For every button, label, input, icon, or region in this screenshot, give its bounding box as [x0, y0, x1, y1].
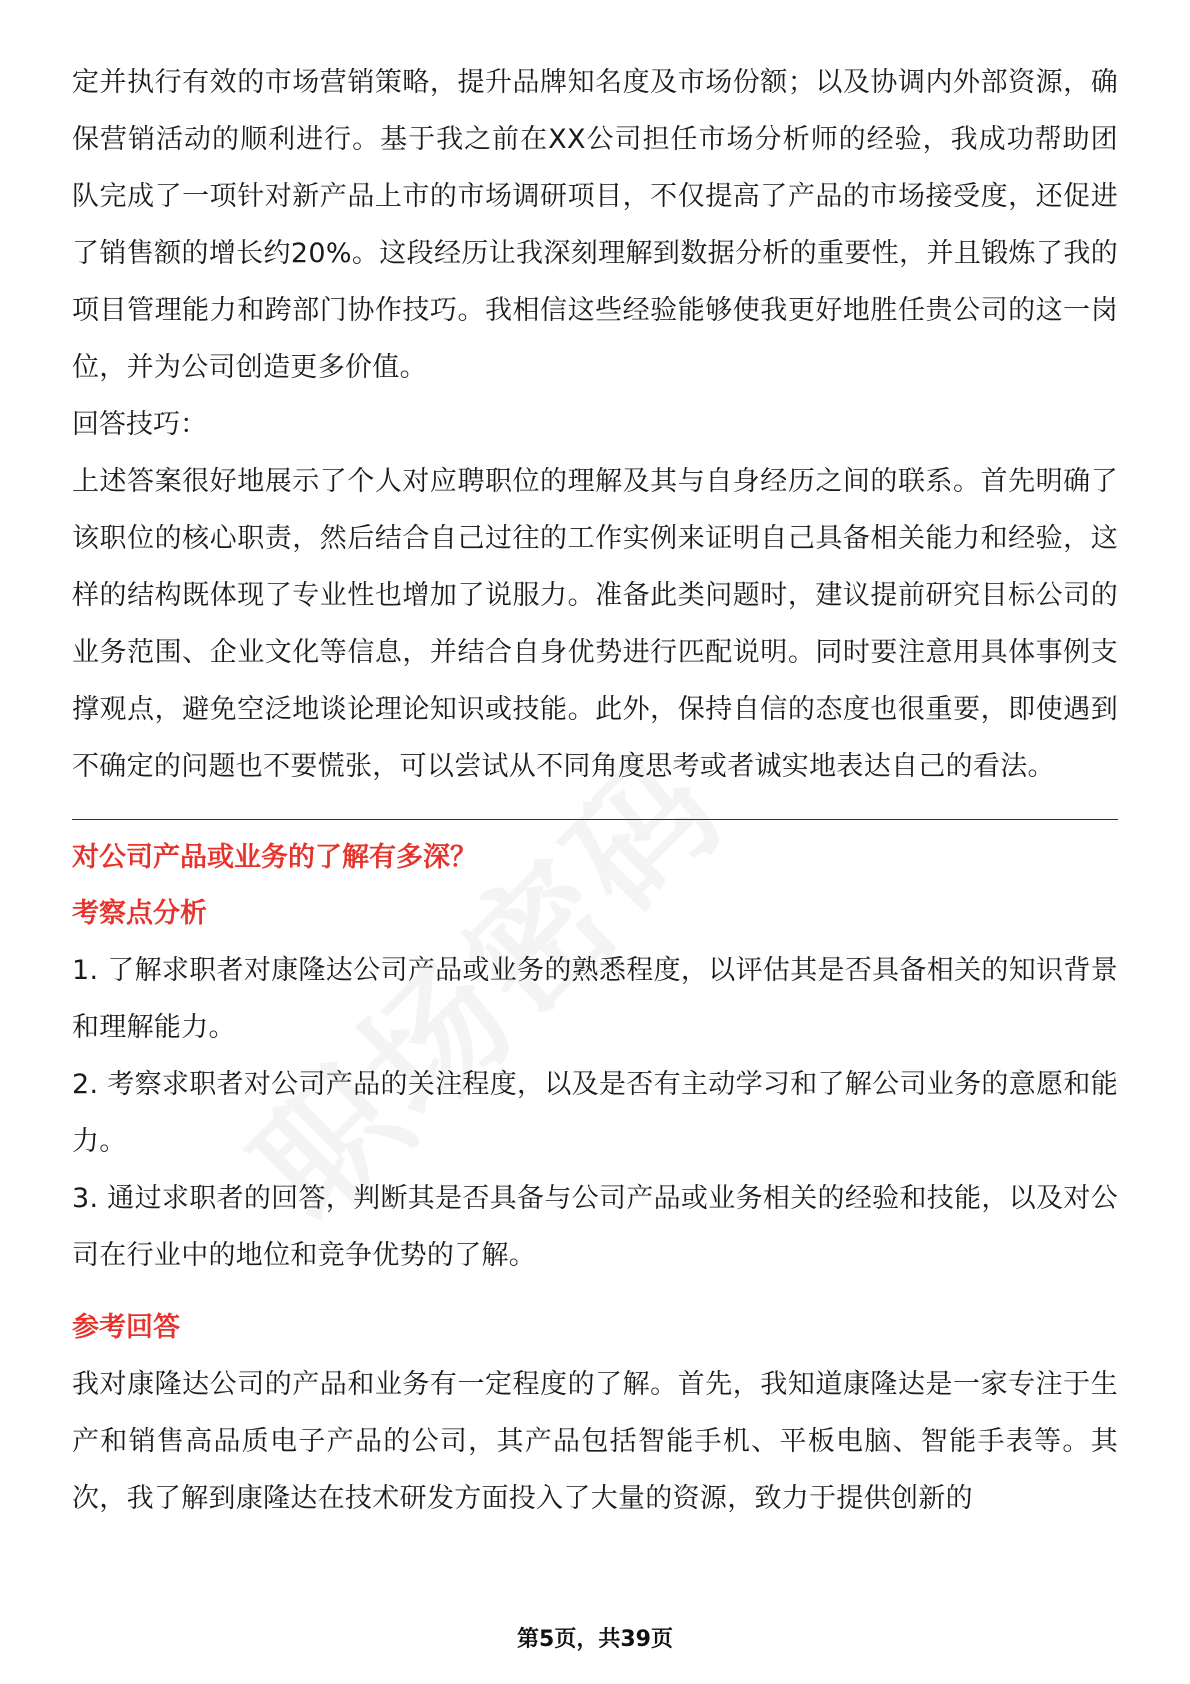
analysis-item: 2. 考察求职者对公司产品的关注程度，以及是否有主动学习和了解公司业务的意愿和能力。 [72, 1069, 1118, 1157]
tips-paragraph: 上述答案很好地展示了个人对应聘职位的理解及其与自身经历之间的联系。首先明确了该职位的核心职责，然后结合自己过往的工作实例来证明自己具备相关能力和经验，这样的结构既体现了专业性也增加了说服力。准备此类问题时，建议提前研究目标公司的业务范围、企业文化等信息，并结合自身优势进行匹配说明。同时要注意用具体事例支撑观点，避免空泛地谈论理论知识或技能。此外，保持自信的态度也很重要，即使遇到不确定的问题也不要慌张，可以尝试从不同角度思考或者诚实地表达自己的看法。 [72, 466, 1118, 782]
reference-heading: 参考回答 [72, 1312, 180, 1343]
analysis-item: 3. 通过求职者的回答，判断其是否具备与公司产品或业务相关的经验和技能，以及对公司在行业中的地位和竞争优势的了解。 [72, 1183, 1118, 1271]
question-title: 对公司产品或业务的了解有多深？ [72, 842, 477, 873]
analysis-heading: 考察点分析 [72, 898, 207, 929]
document-body [72, 54, 1118, 1527]
section-divider [72, 819, 1118, 820]
analysis-item: 1. 了解求职者对康隆达公司产品或业务的熟悉程度，以评估其是否具备相关的知识背景和理解能力。 [72, 955, 1118, 1043]
continuation-paragraph: 定并执行有效的市场营销策略，提升品牌知名度及市场份额；以及协调内外部资源，确保营销活动的顺利进行。基于我之前在XX公司担任市场分析师的经验，我成功帮助团队完成了一项针对新产品上市的市场调研项目，不仅提高了产品的市场接受度，还促进了销售额的增长约20%。这段经历让我深刻理解到数据分析的重要性，并且锻炼了我的项目管理能力和跨部门协作技巧。我相信这些经验能够使我更好地胜任贵公司的这一岗位，并为公司创造更多价值。 [72, 67, 1118, 383]
reference-paragraph: 我对康隆达公司的产品和业务有一定程度的了解。首先，我知道康隆达是一家专注于生产和销售高品质电子产品的公司，其产品包括智能手机、平板电脑、智能手表等。其次，我了解到康隆达在技术研发方面投入了大量的资源，致力于提供创新的 [72, 1369, 1118, 1514]
tips-label: 回答技巧： [72, 409, 207, 440]
page-number-footer: 第5页，共39页 [517, 1627, 673, 1652]
